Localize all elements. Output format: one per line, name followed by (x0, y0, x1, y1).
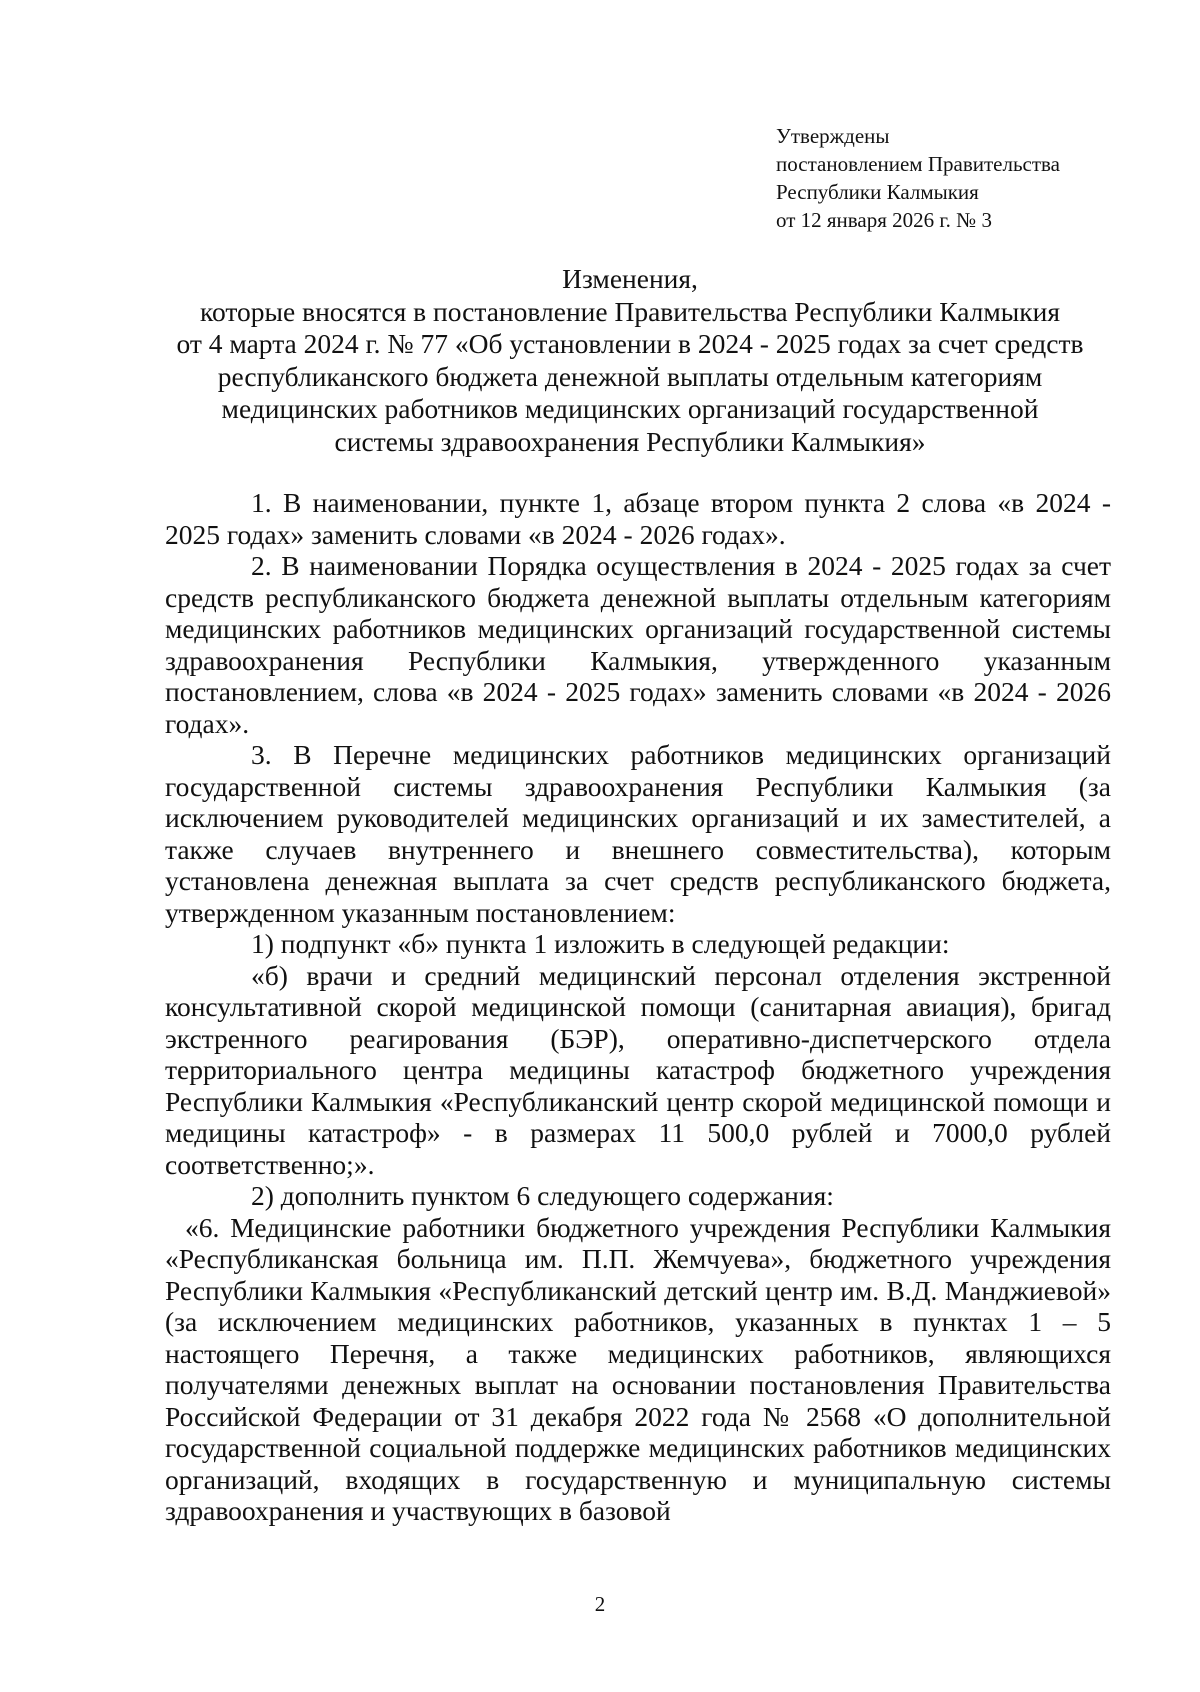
paragraph-quoted-b: «б) врачи и средний медицинский персонал отделения экстренной консультативной скорой медицинской помощи (санитарная авиация), бригад экстренного реагирования (БЭР), оперативно-диспетчерского отдела территориального центра медицины катастроф бюджетного учреждения Республики Калмыкия «Республиканский центр скорой медицинской помощи и медицины катастроф» - в размерах 11 500,0 рублей и 7000,0 рублей соответственно;». (165, 959, 1111, 1180)
paragraph-item-3: 3. В Перечне медицинских работников медицинских организаций государственной системы здравоохранения Республики Калмыкия (за исключением руководителей медицинских организаций и их заместителей, а также случаев внутреннего и внешнего совместительства), которым установлена денежная выплата за счет средств республиканского бюджета, утвержденном указанным постановлением: (165, 739, 1111, 928)
title-line: медицинских работников медицинских организаций государственной (221, 393, 1039, 425)
document-title (150, 263, 1110, 459)
approval-line: Республики Калмыкия (776, 180, 979, 204)
paragraph-item-2: 2. В наименовании Порядка осуществления в 2024 - 2025 годах за счет средств республиканского бюджета денежной выплаты отдельным категориям медицинских работников медицинских организаций государственной системы здравоохранения Республики Калмыкия, утвержденного указанным постановлением, слова «в 2024 - 2025 годах» заменить словами «в 2024 - 2026 годах». (165, 550, 1111, 739)
approval-line: постановлением Правительства (776, 152, 1061, 176)
title-line: которые вносятся в постановление Правительства Республики Калмыкия (200, 295, 1060, 327)
approval-line: от 12 января 2026 г. № 3 (776, 208, 992, 232)
paragraph-subitem-1: 1) подпункт «б» пункта 1 изложить в следующей редакции: (251, 928, 950, 959)
document-body (165, 487, 1111, 1527)
title-line: Изменения, (562, 263, 698, 294)
approval-stamp-block (776, 122, 1176, 234)
title-line: системы здравоохранения Республики Калмыкия» (334, 425, 926, 457)
page-number: 2 (594, 1592, 606, 1616)
title-line: от 4 марта 2024 г. № 77 «Об установлении в 2024 - 2025 годах за счет средств (176, 328, 1084, 360)
approval-line: Утверждены (776, 124, 890, 148)
paragraph-item-1: 1. В наименовании, пункте 1, абзаце втором пункта 2 слова «в 2024 - 2025 годах» заменить словами «в 2024 - 2026 годах». (165, 487, 1111, 550)
paragraph-subitem-2: 2) дополнить пунктом 6 следующего содержания: (251, 1180, 834, 1211)
paragraph-quoted-6: «6. Медицинские работники бюджетного учреждения Республики Калмыкия «Республиканская больница им. П.П. Жемчуева», бюджетного учреждения Республики Калмыкия «Республиканский детский центр им. В.Д. Манджиевой» (за исключением медицинских работников, указанных в пунктах 1 – 5 настоящего Перечня, а также медицинских работников, являющихся получателями денежных выплат на основании постановления Правительства Российской Федерации от 31 декабря 2022 года № 2568 «О дополнительной государственной социальной поддержке медицинских работников медицинских организаций, входящих в государственную и муниципальную системы здравоохранения и участвующих в базовой (165, 1211, 1111, 1526)
title-line: республиканского бюджета денежной выплаты отдельным категориям (217, 360, 1043, 392)
